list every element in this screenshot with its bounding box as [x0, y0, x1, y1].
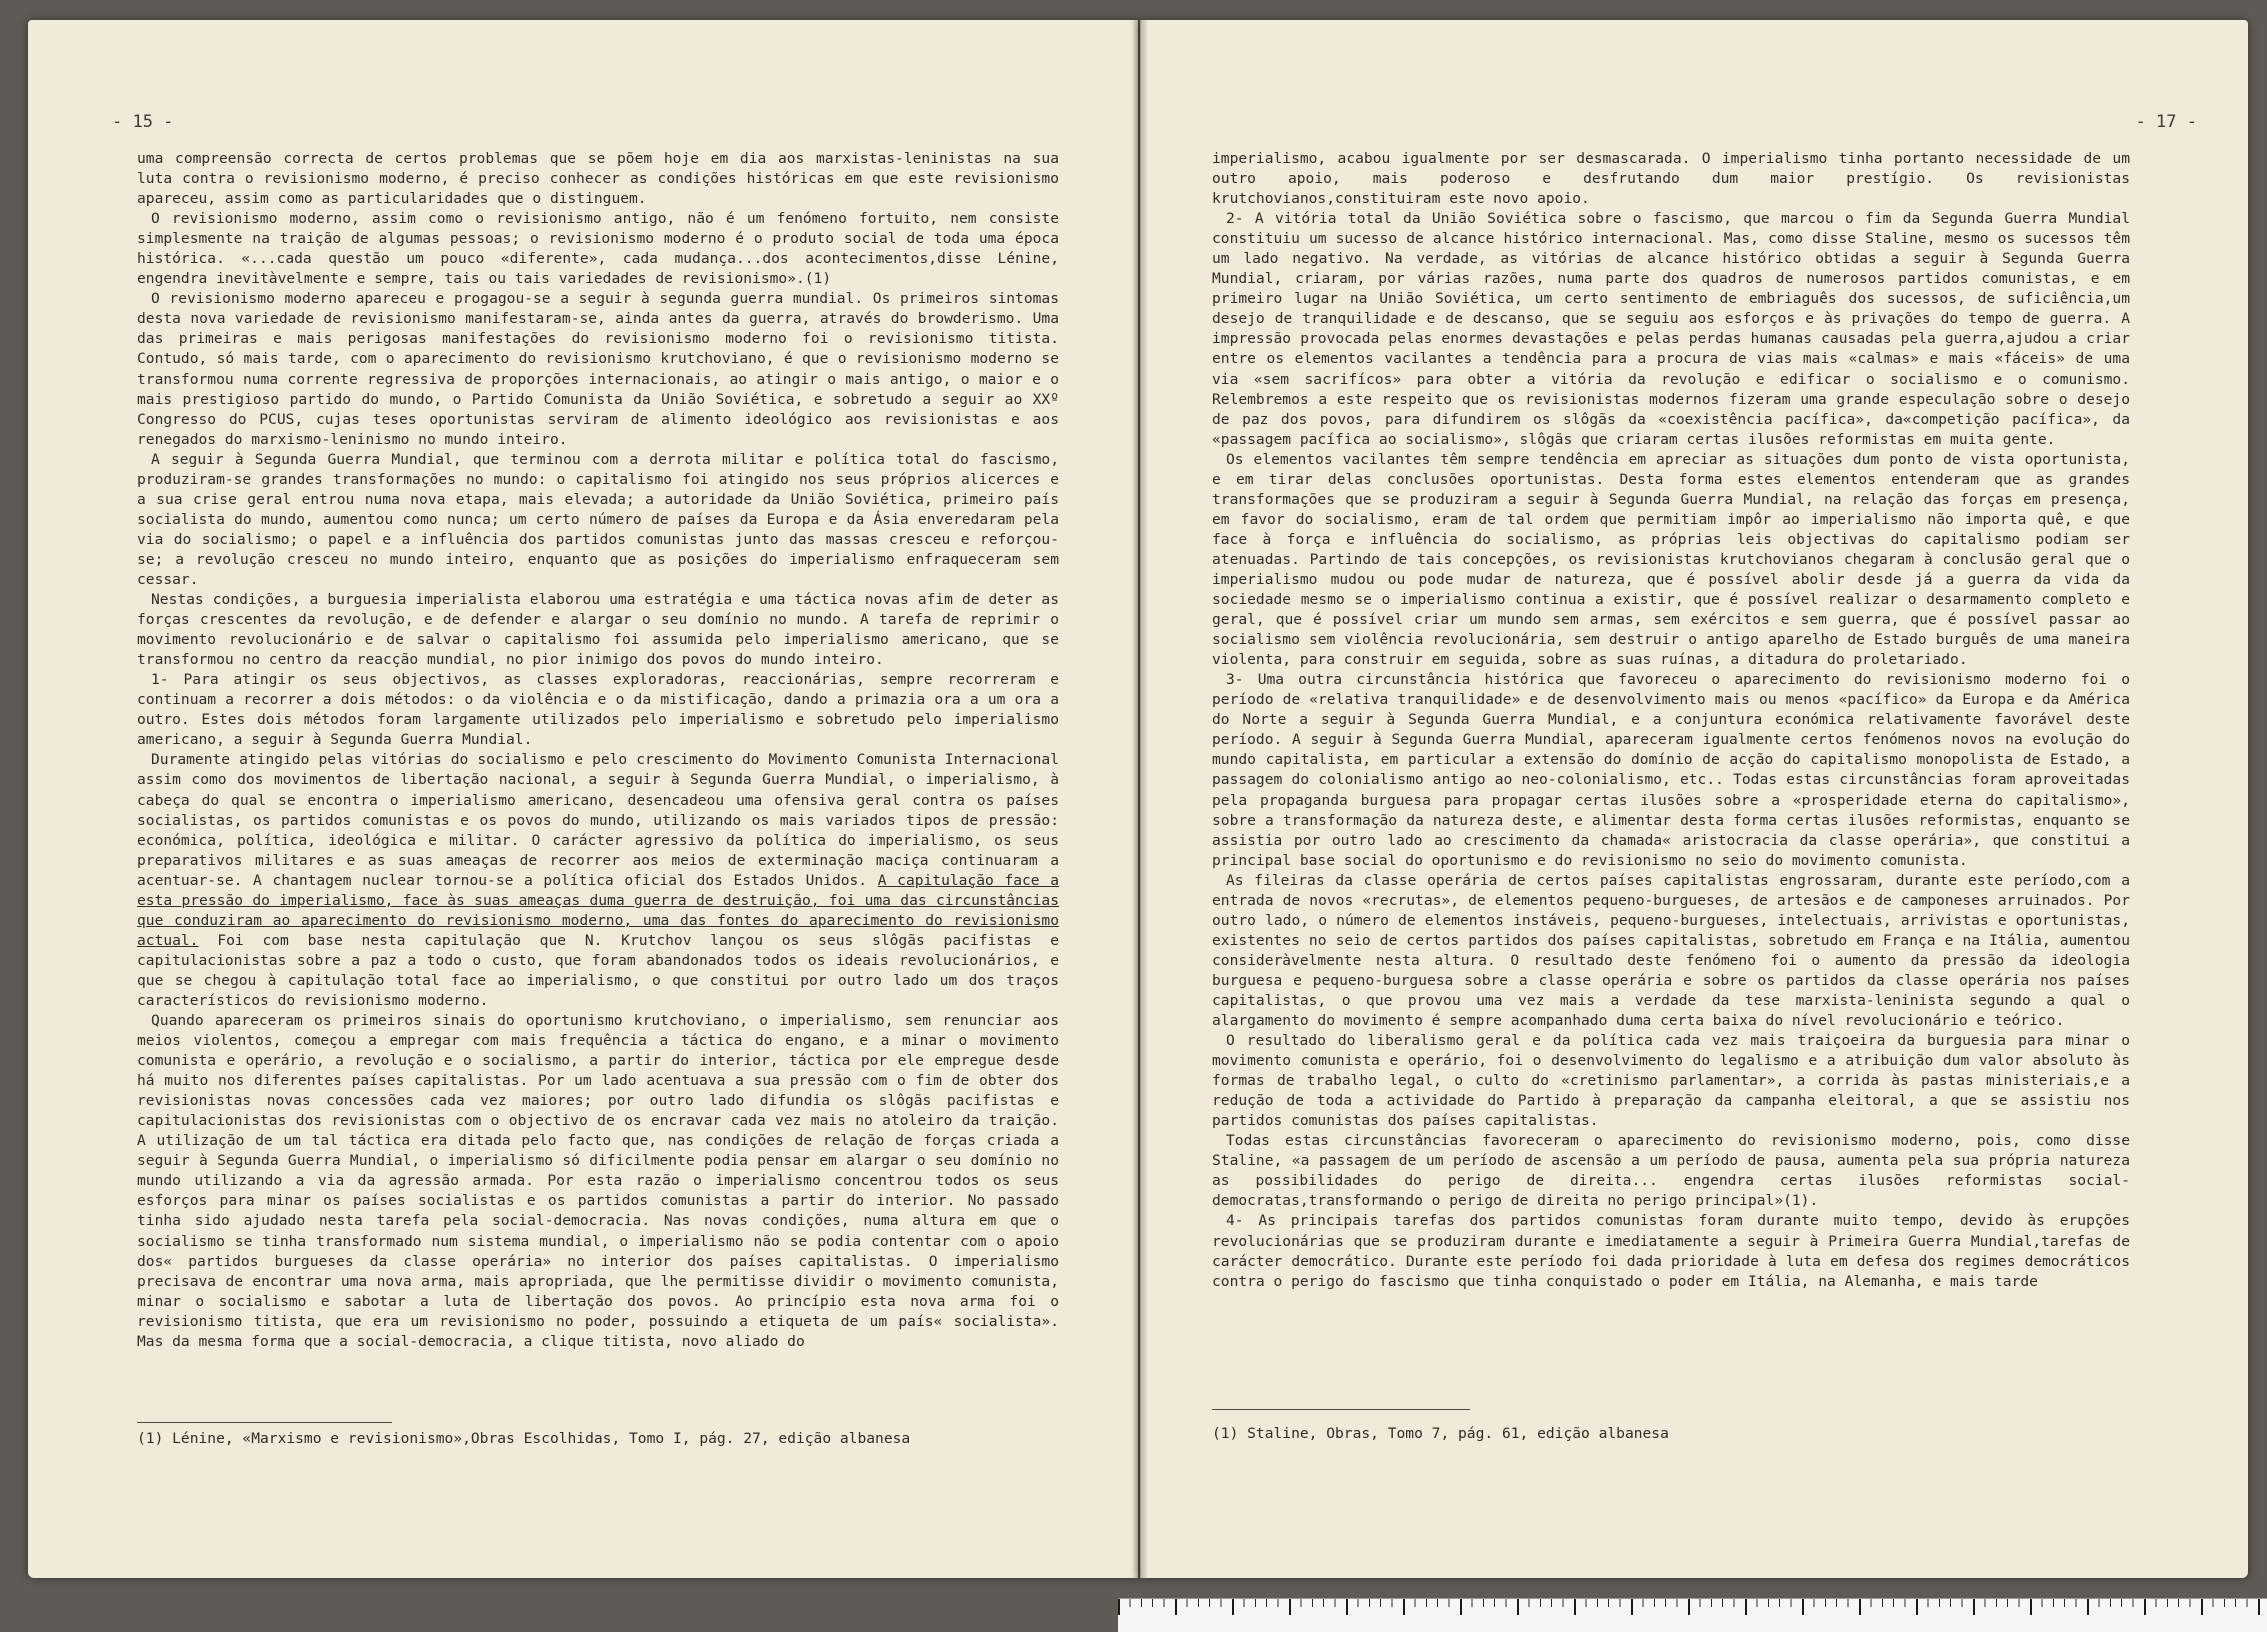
right-footnote: (1) Staline, Obras, Tomo 7, pág. 61, edição albanesa: [1212, 1425, 1669, 1442]
paragraph: [137, 209, 1059, 289]
left-page-number: - 15 -: [112, 112, 174, 132]
paragraph: [137, 1011, 1059, 1352]
paragraph: [1212, 670, 2130, 870]
paragraph: [1212, 871, 2130, 1031]
right-footnote-rule: [1212, 1409, 1470, 1410]
underlined-passage: A capitulação face a esta pressão do imperialismo, face às suas ameaças duma guerra de destruição, foi uma das circunstâncias que conduziram ao aparecimento do revisionismo moderno, uma das fontes do aparecimento do revisionismo actual.: [137, 871, 1059, 949]
paragraph-text: imperialismo, acabou igualmente por ser desmascarada. O imperialismo tinha portanto necessidade de um outro apoio, mais poderoso e desfrutando dum maior prestígio. Os revisionistas krutchovianos,constituiram este novo apoio.: [1212, 150, 2130, 208]
paragraph-text: Foi com base nesta capitulação que N. Krutchov lançou os seus slôgãs pacifistas e capitulacionistas sobre a paz a todo o custo, que foram abandonados todos os ideais revolucionários, e que se chegou à capitulação total face ao imperialismo, o que constitui por outro lado um dos traços característicos do revisionismo moderno.: [137, 931, 1059, 1009]
right-page-number: - 17 -: [2135, 112, 2197, 132]
paragraph-text: uma compreensão correcta de certos problemas que se põem hoje em dia aos marxistas-leninistas na sua luta contra o revisionismo moderno, é preciso conhecer as condições históricas em que este revisionismo apareceu, assim como as particularidades que o distinguem.: [137, 150, 1059, 208]
paragraph-text: Os elementos vacilantes têm sempre tendência em apreciar as situações dum ponto de vista oportunista, e em tirar delas conclusões oportunistas. Desta forma estes elementos entenderam que as grandes transformações que se produziram a seguir à Segunda Guerra Mundial, na relação das forças em presença, em favor do socialismo, eram de tal ordem que permitiam impôr ao imperialismo não importa quê, e que face à força e influência do socialismo, as próprias leis objectivas do capitalismo podiam ser atenuadas. Partindo de tais concepções, os revisionistas krutchovianos chegaram à conclusão geral que o imperialismo mudou ou pode mudar de natureza, que é possível abolir desde já a guerra da vida da sociedade mesmo se o imperialismo continua a existir, que é possível realizar o desarmamento completo e geral, que é possível criar um mundo sem armas, sem exércitos e sem guerra, que é possível passar ao socialismo sem violência revolucionária, sem destruir o antigo aparelho de Estado burguês de uma maneira violenta, para construir em seguida, sobre as suas ruínas, a ditadura do proletariado.: [1212, 450, 2130, 669]
paragraph: [1212, 1131, 2130, 1211]
paragraph-text: Quando apareceram os primeiros sinais do oportunismo krutchoviano, o imperialismo, sem renunciar aos meios violentos, começou a empregar com mais frequência a táctica do engano, e a minar o movimento comunista e operário, a revolução e o socialismo, a partir do interior, táctica por ele empregue desde há muito nos diferentes países capitalistas. Por um lado acentuava a sua pressão com o fim de obter dos revisionistas novas concessões cada vez maiores; por outro lado difundia os slôgãs pacifistas e capitulacionistas dos revisionistas com o objectivo de os encravar cada vez mais no atoleiro da traição. A utilização de um tal táctica era ditada pelo facto que, nas condições de relação de forças criada a seguir à Segunda Guerra Mundial, o imperialismo só dificilmente podia pensar em alargar o seu domínio no mundo utilizando a via da agressão armada. Por esta razão o imperialismo concentrou todos os seus esforços para minar os países socialistas e os partidos comunistas a partir do interior. No passado tinha sido ajudado nesta tarefa pela social-democracia. Nas novas condições, numa altura em que o socialismo se tinha transformado num sistema mundial, o imperialismo não se podia contentar com o apoio dos« partidos burgueses da classe operária» no interior dos países capitalistas. O imperialismo precisava de encontrar uma nova arma, mais apropriada, que lhe permitisse dividir o movimento comunista, minar o socialismo e sabotar a luta de libertação dos povos. Ao princípio esta nova arma foi o revisionismo titista, que era um revisionismo no poder, possuindo a etiqueta de um país« socialista». Mas da mesma forma que a social-democracia, a clique titista, novo aliado do: [137, 1012, 1059, 1350]
right-page-body: [1212, 149, 2130, 1292]
paragraph-text: 4- As principais tarefas dos partidos comunistas foram durante muito tempo, devido às erupções revolucionárias que se produziram durante e imediatamente a seguir à Primeira Guerra Mundial,tarefas de carácter democrático. Durante este período foi dada prioridade à luta em defesa dos regimes democráticos contra o perigo do fascismo que tinha conquistado o poder em Itália, na Alemanha, e mais tarde: [1212, 1212, 2130, 1290]
paragraph: [1212, 1031, 2130, 1131]
paragraph: [1212, 209, 2130, 450]
paragraph: [1212, 450, 2130, 671]
paragraph: [137, 590, 1059, 670]
paragraph-text: O revisionismo moderno, assim como o revisionismo antigo, não é um fenómeno fortuito, nem consiste simplesmente na traição de algumas pessoas; o revisionismo moderno é o produto social de toda uma época histórica. «...cada questão um pouco «diferente», cada mudança...dos acontecimentos,disse Lénine, engendra inevitàvelmente e sempre, tais ou tais variedades de revisionismo».(1): [137, 210, 1059, 288]
paragraph-text: 3- Uma outra circunstância histórica que favoreceu o aparecimento do revisionismo moderno foi o período de «relativa tranquilidade» e de desenvolvimento mais ou menos «pacífico» da Europa e da América do Norte a seguir à Segunda Guerra Mundial, e a conjuntura económica relativamente favorável deste período. A seguir à Segunda Guerra Mundial, apareceram igualmente certos fenómenos novos na evolução do mundo capitalista, em particular a extensão do domínio de acção do capitalismo monopolista de Estado, a passagem do colonialismo antigo ao neo-colonialismo, etc.. Todas estas circunstâncias foram aproveitadas pela propaganda burguesa para propagar certas ilusões sobre a «prosperidade eterna do capitalismo», sobre a transformação da natureza deste, e alimentar desta forma certas ilusões reformistas, enquanto se assistia por outro lado ao crescimento da chamada« aristocracia da classe operária», que constitui a principal base social do oportunismo e do revisionismo no seio do movimento comunista.: [1212, 671, 2130, 869]
paragraph-text: O resultado do liberalismo geral e da política cada vez mais traiçoeira da burguesia para minar o movimento comunista e operário, foi o desenvolvimento do legalismo e a atribuição dum valor absoluto às formas de trabalho legal, o culto do «cretinismo parlamentar», a corrida às pastas ministeriais,e a redução de toda a actividade do Partido à preparação da campanha eleitoral, a que se assistiu nos partidos comunistas dos países capitalistas.: [1212, 1032, 2130, 1130]
paragraph-text: Todas estas circunstâncias favoreceram o aparecimento do revisionismo moderno, pois, como disse Staline, «a passagem de um período de ascensão a um período de pausa, aumenta pela sua própria natureza as possibilidades do perigo de direita... engendra certas ilusões reformistas social-democratas,transformando o perigo de direita no perigo principal»(1).: [1212, 1132, 2130, 1210]
paragraph-text: Nestas condições, a burguesia imperialista elaborou uma estratégia e uma táctica novas afim de deter as forças crescentes da revolução, e de defender e alargar o seu domínio no mundo. A tarefa de reprimir o movimento revolucionário e de salvar o capitalismo foi assumida pelo imperialismo americano, que se transformou no centro da reacção mundial, no pior inimigo dos povos do mundo inteiro.: [137, 591, 1059, 669]
paragraph: [137, 750, 1059, 1011]
paragraph: [1212, 1211, 2130, 1291]
paragraph: [137, 289, 1059, 449]
paragraph-text: Duramente atingido pelas vitórias do socialismo e pelo crescimento do Movimento Comunista Internacional assim como dos movimentos de libertação nacional, a seguir à Segunda Guerra Mundial, o imperialismo, à cabeça do qual se encontra o imperialismo americano, desencadeou uma ofensiva geral contra os países socialistas, os partidos comunistas e os povos do mundo, utilizando os mais variados tipos de pressão: económica, política, ideológica e militar. O carácter agressivo da política do imperialismo, os seus preparativos militares e as suas ameaças de recorrer aos meios de exterminação maciça continuaram a acentuar-se. A chantagem nuclear tornou-se a política oficial dos Estados Unidos.: [137, 751, 1059, 889]
paragraph: [137, 670, 1059, 750]
paragraph-text: A seguir à Segunda Guerra Mundial, que terminou com a derrota militar e política total do fascismo, produziram-se grandes transformações no mundo: o capitalismo foi atingido nos seus próprios alicerces e a sua crise geral entrou numa nova etapa, mais elevada; a autoridade da União Soviética, primeiro país socialista do mundo, aumentou como nunca; um certo número de países da Europa e da Ásia enveredaram pela via do socialismo; o papel e a influência dos partidos comunistas junto das massas cresceu e reforçou-se; a revolução cresceu no mundo inteiro, enquanto que as posições do imperialismo enfraqueceram sem cessar.: [137, 450, 1059, 588]
paragraph-text: As fileiras da classe operária de certos países capitalistas engrossaram, durante este período,com a entrada de novos «recrutas», de elementos pequeno-burgueses, de artesãos e de camponeses arruinados. Por outro lado, o número de elementos instáveis, pequeno-burgueses, intelectuais, arrivistas e oportunistas, existentes no seio de certos partidos dos países capitalistas, sobretudo em França e na Itália, aumentou consideràvelmente nesta altura. O resultado deste fenómeno foi o aumento da pressão da ideologia burguesa e pequeno-burguesa sobre a classe operária e sobre os partidos da classe operária nos países capitalistas, o que provou uma vez mais a verdade da tese marxista-leninista segundo a qual o alargamento do movimento é sempre acompanhado duma certa baixa do nível revolucionário e teórico.: [1212, 871, 2130, 1030]
paragraph: [137, 149, 1059, 209]
left-page-body: [137, 149, 1059, 1352]
paragraph-text: 1- Para atingir os seus objectivos, as classes exploradoras, reaccionárias, sempre recorreram e continuam a recorrer a dois métodos: o da violência e o da mistificação, dando a primazia ora a um ora a outro. Estes dois métodos foram largamente utilizados pelo imperialismo e sobretudo pelo imperialismo americano, a seguir à Segunda Guerra Mundial.: [137, 671, 1059, 749]
book-gutter: [1132, 20, 1148, 1578]
paragraph-text: 2- A vitória total da União Soviética sobre o fascismo, que marcou o fim da Segunda Guerra Mundial constituiu um sucesso de alcance histórico internacional. Mas, como disse Staline, mesmo os sucessos têm um lado negativo. Na verdade, as vitórias de alcance histórico obtidas a seguir à Segunda Guerra Mundial, criaram, por várias razões, numa parte dos quadros de numerosos partidos comunistas, e em primeiro lugar na União Soviética, um certo sentimento de embriaguês dos sucessos, de suficiência,um desejo de tranquilidade e de descanso, que se seguiu aos esforços e às privações do tempo de guerra. A impressão provocada pelas enormes devastações e pelas perdas humanas causadas pela guerra,ajudou a criar entre os elementos vacilantes a tendência para a procura de vias mais «calmas» e mais «fáceis» de uma via «sem sacrifícos» para obter a vitória da revolução e edificar o socialismo e o comunismo. Relembremos a este respeito que os revisionistas modernos fizeram uma grande especulação sobre o desejo de paz dos povos, para difundirem os slôgãs da «coexistência pacífica», da«competição pacífica», da «passagem pacífica ao socialismo», slôgãs que criaram certas ilusões reformistas em muita gente.: [1212, 210, 2130, 448]
left-footnote-rule: [137, 1422, 392, 1423]
paragraph: [137, 450, 1059, 590]
measurement-ruler: [1118, 1598, 2267, 1632]
paragraph: [1212, 149, 2130, 209]
paragraph-text: O revisionismo moderno apareceu e progagou-se a seguir à segunda guerra mundial. Os primeiros sintomas desta nova variedade de revisionismo manifestaram-se, ainda antes da guerra, através do browderismo. Uma das primeiras e mais perigosas manifestações do revisionismo moderno foi o revisionismo titista. Contudo, só mais tarde, com o aparecimento do revisionismo krutchoviano, é que o revisionismo moderno se transformou numa corrente regressiva de proporções internacionais, ao atingir o mais antigo, o maior e o mais prestigioso partido do mundo, o Partido Comunista da União Soviética, e sobretudo a seguir ao XXº Congresso do PCUS, cujas teses oportunistas serviram de alimento ideológico aos revisionistas e aos renegados do marxismo-leninismo no mundo inteiro.: [137, 290, 1059, 448]
left-footnote: (1) Lénine, «Marxismo e revisionismo»,Obras Escolhidas, Tomo I, pág. 27, edição albanesa: [137, 1430, 911, 1447]
